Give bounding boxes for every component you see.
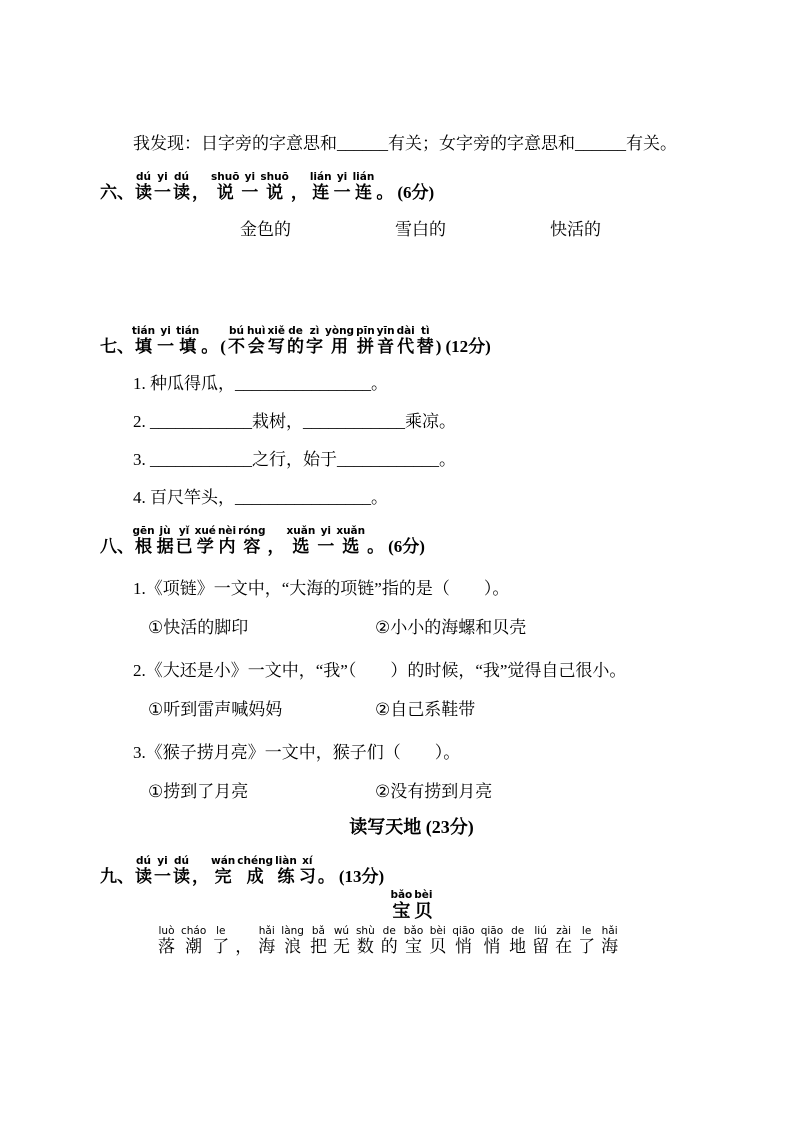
question-1-option-1: ①快活的脚印 [148,618,249,637]
matching-words-row [240,218,723,242]
discovery-statement: 我发现：日字旁的字意思和______有关；女字旁的字意思和______有关。 [133,134,677,153]
question-1-stem: 1.《项链》一文中，“大海的项链”指的是（ ）。 [133,579,510,598]
passage-title-baobei: 宝bǎo贝bèi [390,889,433,921]
question-2-stem: 2.《大还是小》一文中，“我”（ ）的时候，“我”觉得自己很小。 [133,661,627,680]
question-3-options [148,780,723,804]
section-6-title: 读dú一yi读dú， 说shuō一yi说shuō， 连lián一yi连lián。 [135,171,394,202]
section-8-number: 八、 [100,537,134,556]
section-7-score: (12分) [445,337,491,356]
fill-blank-item-3: 3. ____________之行，始于____________。 [133,450,456,469]
reading-writing-section-heading: 读写天地 (23分) [349,817,474,837]
matching-word-happy: 快活的 [550,220,601,239]
section-9-title: 读dú一yi读dú， 完wán成chéng练liàn习xí。 [135,855,335,886]
matching-word-golden: 金色的 [240,220,291,239]
section-7-number: 七、 [100,337,134,356]
question-1-options [148,616,723,640]
matching-word-snowwhite: 雪白的 [395,220,446,239]
section-8-title: 根gēn据jù已yǐ学xué内nèi容róng， 选xuǎn一yi选xuǎn。 [132,525,385,556]
section-8-score: (6分) [388,537,425,556]
question-2-option-2: ②自己系鞋带 [375,700,476,719]
section-9-header [100,856,723,888]
section-9-score: (13分) [338,867,385,886]
section-7-title: 填tián一yi填tián。 ( 不bú会huì写xiě的de字zì用yòng拼pīn音yīn代dài替tì) [131,325,442,356]
question-2-options [148,698,723,722]
fill-blank-item-4: 4. 百尺竿头，________________。 [133,488,388,507]
question-3-stem: 3.《猴子捞月亮》一文中，猴子们（ ）。 [133,743,461,762]
section-9-number: 九、 [100,867,134,886]
section-6-score: (6分) [397,183,435,202]
fill-blank-item-2: 2. ____________栽树，____________乘凉。 [133,412,456,431]
question-3-option-2: ②没有捞到月亮 [375,782,493,801]
section-6-header [100,172,723,204]
passage-text-line: 落luò潮cháo了le， 海hǎi浪làng把bǎ无wú数shù的de宝bǎo贝bèi悄qiāo悄qiāo地de留liú在zài了le海hǎi [158,925,619,956]
section-6-number: 六、 [100,183,134,202]
fill-blank-item-1: 1. 种瓜得瓜，________________。 [133,374,388,393]
section-7-header [100,326,723,358]
question-3-option-1: ①捞到了月亮 [148,782,249,801]
question-1-option-2: ②小小的海螺和贝壳 [375,618,527,637]
question-2-option-1: ①听到雷声喊妈妈 [148,700,283,719]
section-8-header [100,526,723,558]
